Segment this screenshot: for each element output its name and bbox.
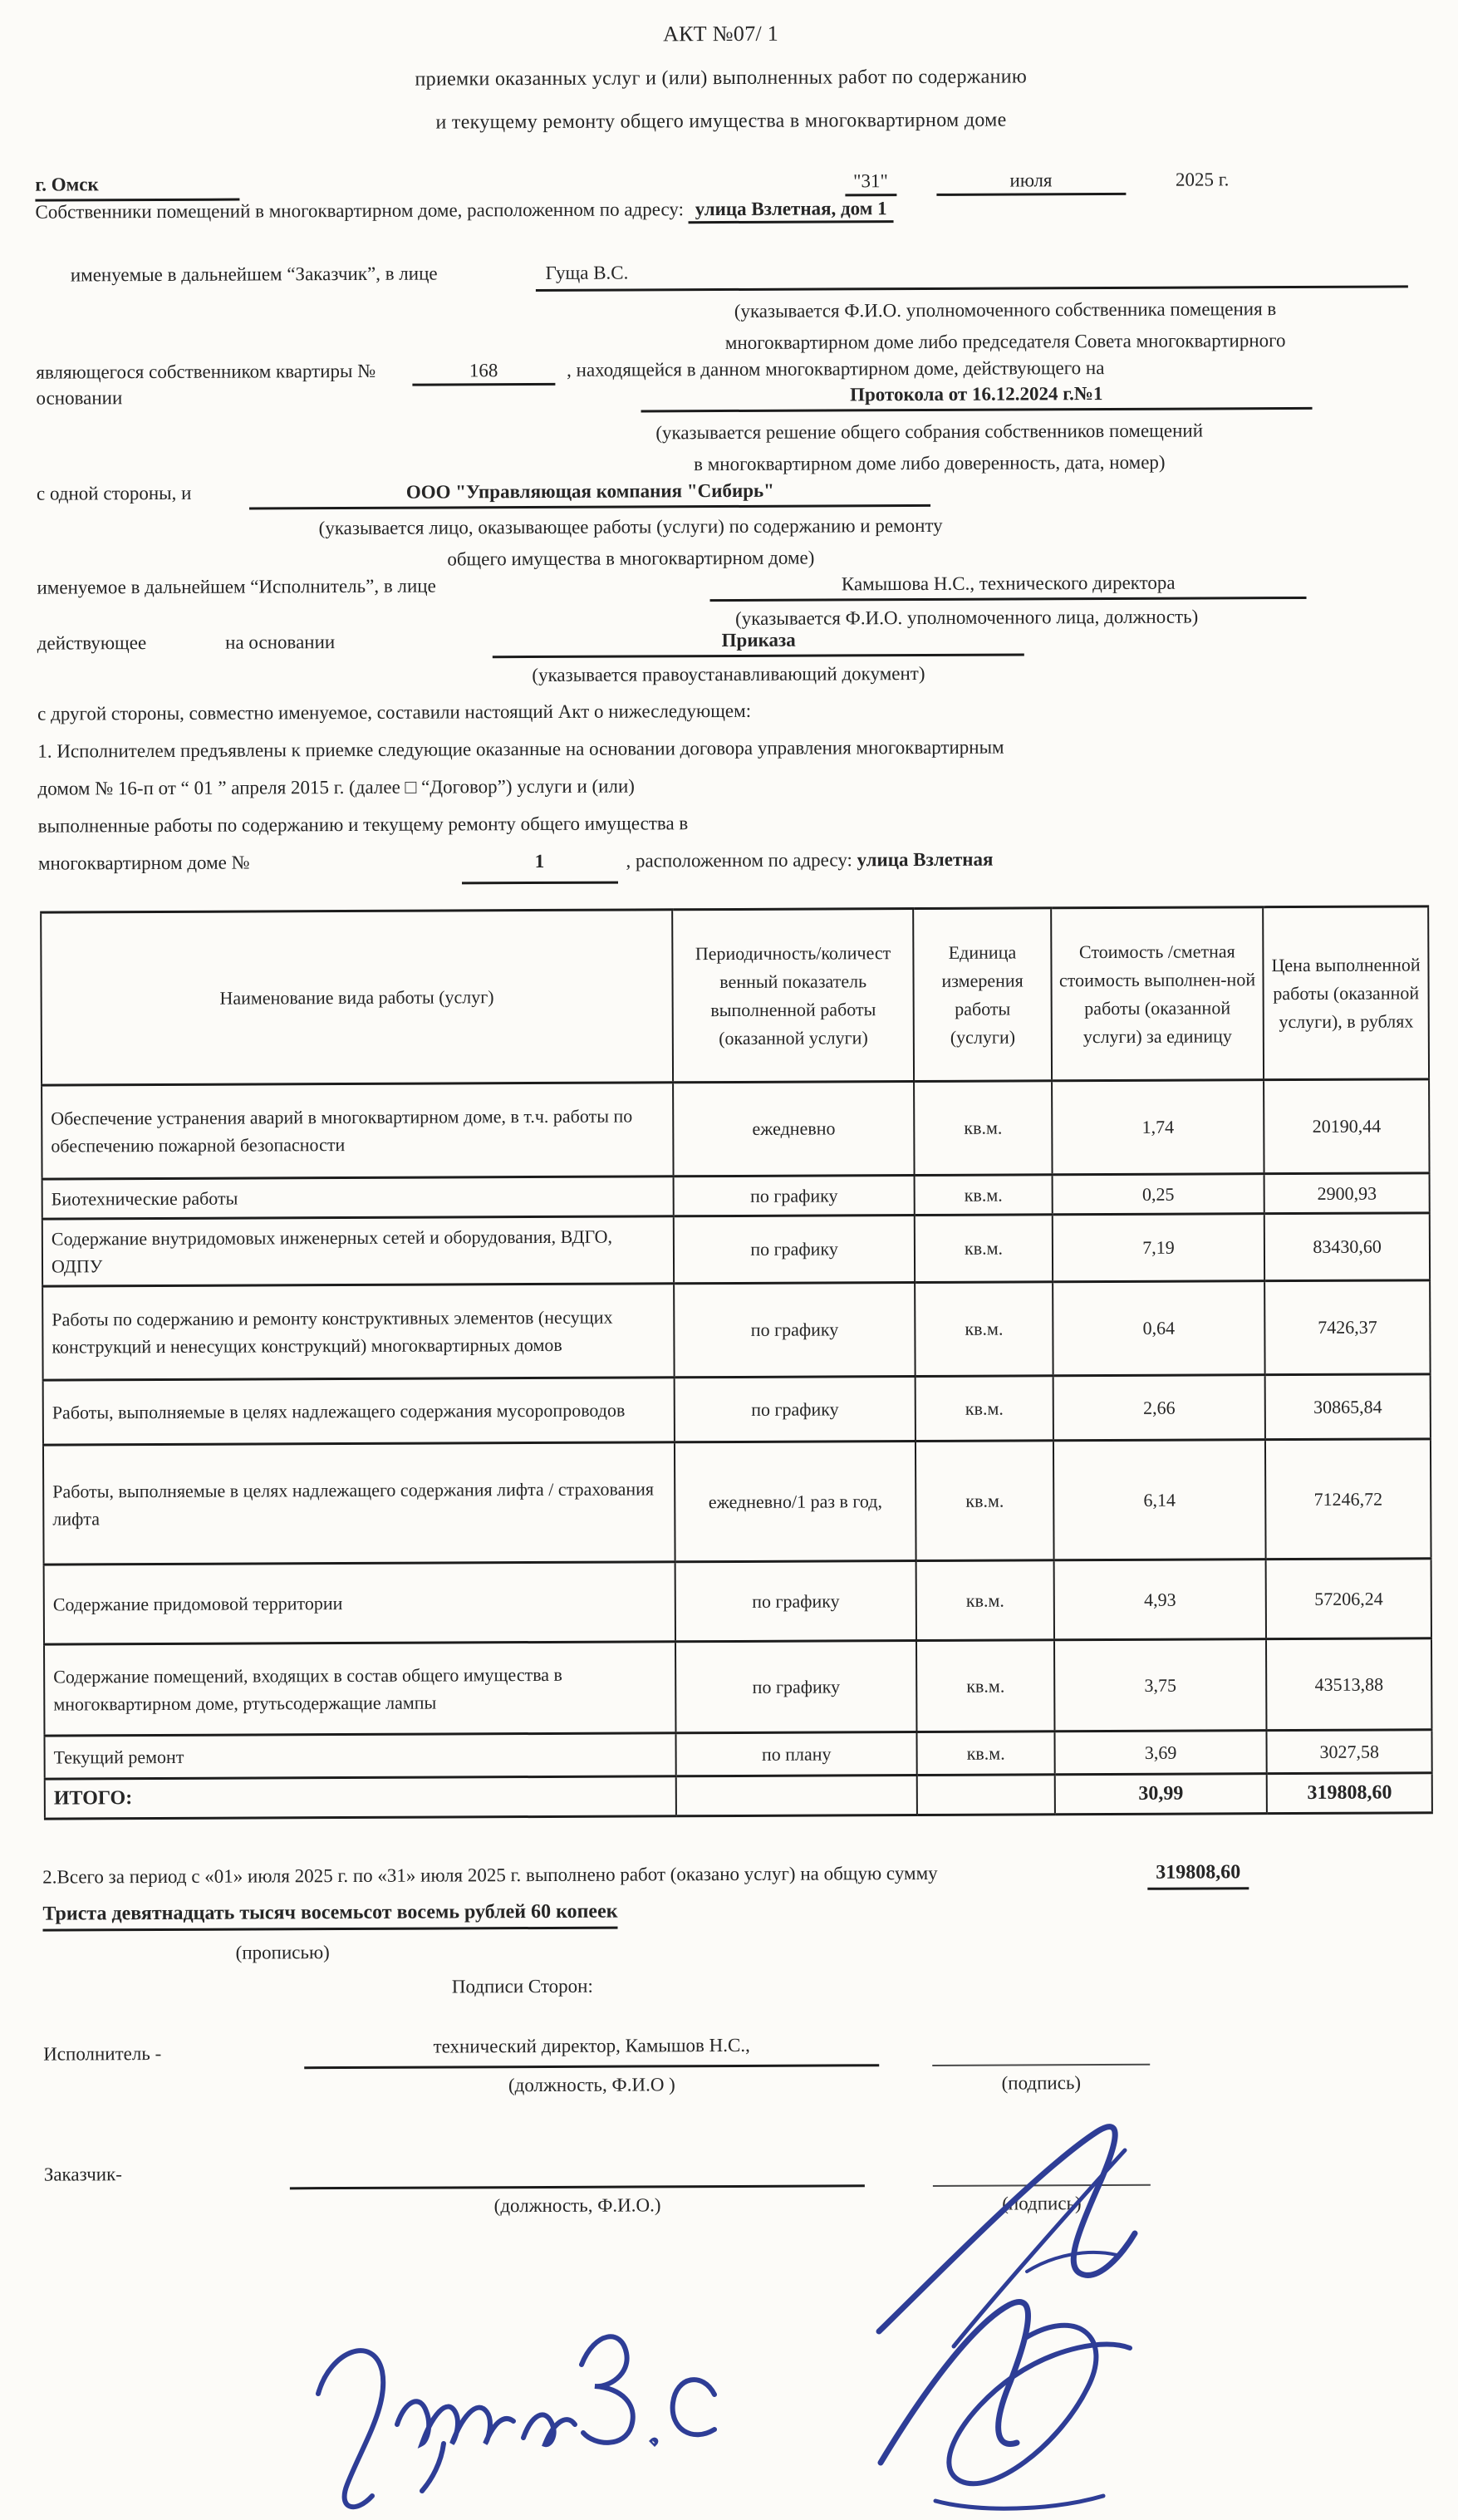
row-name: Содержание придомовой территории bbox=[44, 1562, 675, 1644]
clause1-line-3: выполненные работы по содержанию и текущему ремонту общего имущества в bbox=[37, 813, 689, 837]
signatures-title: Подписи Сторон: bbox=[451, 1975, 593, 1997]
table-row bbox=[42, 1173, 1430, 1219]
row-price: 83430,60 bbox=[1264, 1213, 1430, 1281]
row-price: 20190,44 bbox=[1264, 1079, 1429, 1174]
row-name: Содержание внутридомовых инженерных сетей и оборудования, ВДГО, ОДПУ bbox=[42, 1216, 674, 1286]
customer-sign-line bbox=[290, 2154, 865, 2189]
clause1-line-1: 1. Исполнителем предъявлены к приемке следующие оказанные на основании договора управления многоквартирным bbox=[37, 736, 1004, 762]
row-price: 71246,72 bbox=[1265, 1439, 1431, 1560]
table-row bbox=[44, 1638, 1431, 1736]
customer-hint-1: (указывается Ф.И.О. уполномоченного собственника помещения в bbox=[734, 298, 1277, 322]
row-period: по графику bbox=[674, 1283, 916, 1378]
date-day: "31" bbox=[845, 170, 896, 196]
executor-name-field: Камышова Н.С., технического директора bbox=[710, 572, 1307, 602]
executor-role-label: Исполнитель - bbox=[43, 2042, 162, 2065]
apartment-prefix: являющегося собственником квартиры № bbox=[36, 360, 376, 383]
side1-label: с одной стороны, и bbox=[36, 482, 192, 504]
city-field: г. Омск bbox=[35, 174, 239, 202]
row-name: Обеспечение устранения аварий в многоквартирном доме, в т.ч. работы по обеспечению пожарной безопасности bbox=[42, 1083, 673, 1179]
total-unit-empty bbox=[917, 1775, 1055, 1815]
row-price: 3027,58 bbox=[1267, 1730, 1432, 1774]
total-period-empty bbox=[676, 1776, 918, 1816]
row-unit: кв.м. bbox=[916, 1560, 1054, 1641]
customer-signature-row bbox=[44, 2152, 1416, 2218]
basis-hints bbox=[589, 415, 1270, 481]
table-row bbox=[43, 1374, 1431, 1445]
acting-line bbox=[37, 626, 1410, 660]
row-period: по графику bbox=[675, 1641, 917, 1733]
house-prefix: многоквартирном доме № bbox=[37, 852, 250, 874]
header-period: Периодичность/количест венный показатель выполненной работы (оказанной услуги) bbox=[672, 909, 914, 1083]
row-period: по графику bbox=[674, 1216, 916, 1284]
customer-fio-hint: (должность, Ф.И.О.) bbox=[493, 2194, 661, 2217]
basis-label: основании bbox=[36, 387, 123, 409]
table-row bbox=[44, 1559, 1431, 1644]
executor-sign-block bbox=[304, 2034, 879, 2097]
row-unit: кв.м. bbox=[914, 1081, 1052, 1176]
row-unit: кв.м. bbox=[916, 1282, 1053, 1377]
row-unit: кв.м. bbox=[915, 1175, 1053, 1216]
customer-autograph-line bbox=[933, 2159, 1151, 2187]
date-group bbox=[845, 168, 1407, 196]
house-number-field: 1 bbox=[461, 842, 617, 885]
row-rate: 3,75 bbox=[1054, 1639, 1267, 1732]
address-field: улица Взлетная, дом 1 bbox=[689, 198, 894, 224]
basis-line bbox=[36, 381, 1408, 415]
side1-line bbox=[37, 477, 1409, 510]
executor-autograph-block bbox=[932, 2039, 1150, 2095]
row-period: по графику bbox=[675, 1561, 916, 1642]
header-price: Цена выполненной работы (оказанной услуги), в рублях bbox=[1263, 906, 1429, 1080]
title-subtitle-2: и текущему ремонту общего имущества в многоквартирном доме bbox=[435, 109, 1007, 134]
basis-hint-2: в многоквартирном доме либо доверенность, дата, номер) bbox=[694, 451, 1166, 475]
customer-row bbox=[36, 258, 1408, 293]
row-name: Работы по содержанию и ремонту конструктивных элементов (несущих конструкций и ненесущих конструкций) многоквартирных домов bbox=[42, 1284, 674, 1380]
row-rate: 1,74 bbox=[1052, 1080, 1264, 1175]
row-period: по графику bbox=[674, 1377, 916, 1442]
executor-signature-row bbox=[43, 2031, 1416, 2098]
table-row bbox=[42, 1280, 1430, 1380]
row-period: по плану bbox=[675, 1732, 917, 1776]
table-row bbox=[42, 1079, 1429, 1179]
row-name: Биотехнические работы bbox=[42, 1176, 674, 1219]
company-hints bbox=[190, 509, 1071, 577]
amount-words: Триста девятнадцать тысяч восемьсот восемь рублей 60 копеек bbox=[42, 1901, 617, 1932]
customer-label: именуемые в дальнейшем “Заказчик”, в лице bbox=[70, 263, 438, 286]
table-header-row bbox=[41, 906, 1429, 1085]
row-price: 7426,37 bbox=[1264, 1280, 1430, 1375]
row-unit: кв.м. bbox=[915, 1215, 1053, 1283]
date-month: июля bbox=[936, 169, 1126, 196]
owners-prefix: Собственники помещений в многоквартирном доме, расположенном по адресу: bbox=[35, 199, 685, 223]
table-row bbox=[43, 1439, 1431, 1565]
street-name: улица Взлетная bbox=[857, 848, 994, 871]
total-rate: 30,99 bbox=[1054, 1774, 1267, 1815]
basis-value-field: Протокола от 16.12.2024 г.№1 bbox=[641, 382, 1312, 413]
row-period: ежедневно bbox=[673, 1082, 915, 1176]
company-hint-1: (указывается лицо, оказывающее работы (услуги) по содержанию и ремонту bbox=[318, 514, 943, 539]
apartment-number-field: 168 bbox=[412, 360, 555, 386]
row-rate: 7,19 bbox=[1053, 1214, 1265, 1282]
apartment-suffix: , находящейся в данном многоквартирном доме, действующего на bbox=[567, 357, 1105, 381]
row-price: 2900,93 bbox=[1264, 1173, 1430, 1214]
row-rate: 0,25 bbox=[1052, 1174, 1264, 1215]
table-row bbox=[44, 1730, 1431, 1779]
document-title-block bbox=[35, 18, 1408, 135]
header-name: Наименование вида работы (услуг) bbox=[41, 910, 673, 1085]
row-unit: кв.м. bbox=[917, 1732, 1055, 1776]
customer-sign-block bbox=[290, 2154, 865, 2218]
side2-line: с другой стороны, совместно именуемое, составили настоящий Акт о нижеследующем: bbox=[37, 700, 752, 725]
row-unit: кв.м. bbox=[916, 1441, 1053, 1561]
acting-hint: (указывается правоустанавливающий документ) bbox=[532, 662, 925, 686]
row-name: Текущий ремонт bbox=[44, 1733, 675, 1779]
title-subtitle-1: приемки оказанных услуг и (или) выполненных работ по содержанию bbox=[415, 66, 1028, 91]
customer-autograph-block bbox=[933, 2159, 1151, 2215]
act-number-title: АКТ №07/ 1 bbox=[662, 21, 779, 47]
acting-value-field: Приказа bbox=[493, 628, 1024, 658]
row-name: Работы, выполняемые в целях надлежащего содержания мусоропроводов bbox=[43, 1378, 675, 1445]
row-price: 57206,24 bbox=[1266, 1559, 1431, 1639]
row-price: 43513,88 bbox=[1266, 1638, 1431, 1731]
row-period: по графику bbox=[673, 1176, 915, 1216]
executor-fio-hint: (должность, Ф.И.О ) bbox=[508, 2074, 675, 2096]
clause2-amount: 319808,60 bbox=[1147, 1861, 1249, 1890]
row-unit: кв.м. bbox=[916, 1640, 1054, 1732]
row-name: Работы, выполняемые в целях надлежащего содержания лифта / страхования лифта bbox=[43, 1442, 675, 1565]
clause1-paragraph bbox=[37, 689, 1411, 886]
acting-label-2: на основании bbox=[225, 631, 336, 653]
executor-hint: (указывается Ф.И.О. уполномоченного лица, должность) bbox=[734, 606, 1199, 629]
row-name: Содержание помещений, входящих в состав общего имущества в многоквартирном доме, ртутьсодержащие лампы bbox=[44, 1642, 675, 1736]
amount-words-line bbox=[42, 1889, 1415, 1931]
customer-role-label: Заказчик- bbox=[43, 2164, 122, 2185]
acting-label-1: действующее bbox=[37, 632, 147, 654]
clause1-line-2: домом № 16-п от “ 01 ” апреля 2015 г. (далее □ “Договор”) услуги и (или) bbox=[37, 775, 635, 799]
row-rate: 6,14 bbox=[1053, 1440, 1266, 1560]
header-rate: Стоимость /сметная стоимость выполнен-ной работы (оказанной услуги) за единицу bbox=[1051, 907, 1264, 1081]
row-price: 30865,84 bbox=[1265, 1374, 1431, 1440]
total-label: ИТОГО: bbox=[45, 1776, 676, 1819]
house-line bbox=[38, 838, 1411, 886]
words-hint: (прописью) bbox=[235, 1942, 330, 1963]
basis-hint-1: (указывается решение общего собрания собственников помещений bbox=[655, 420, 1204, 444]
total-price: 319808,60 bbox=[1267, 1773, 1432, 1814]
company-hint-2: общего имущества в многоквартирном доме) bbox=[447, 547, 815, 570]
customer-hint-2: многоквартирном доме либо председателя Совета многоквартирного bbox=[724, 330, 1286, 354]
row-period: ежедневно/1 раз в год, bbox=[675, 1442, 916, 1562]
row-rate: 4,93 bbox=[1053, 1560, 1266, 1640]
row-unit: кв.м. bbox=[916, 1376, 1053, 1442]
executor-line bbox=[37, 571, 1409, 604]
table-total-row bbox=[45, 1773, 1432, 1819]
executor-sign-hint: (подпись) bbox=[1001, 2072, 1082, 2094]
executor-label: именуемое в дальнейшем “Исполнитель”, в лице bbox=[37, 575, 436, 598]
executor-autograph-line bbox=[932, 2039, 1150, 2066]
services-table bbox=[40, 905, 1433, 1820]
clause2-line bbox=[42, 1860, 1415, 1894]
header-unit: Единица измерения работы (услуги) bbox=[914, 908, 1052, 1082]
table-row bbox=[42, 1213, 1430, 1286]
company-name-field: ООО "Управляющая компания "Сибирь" bbox=[249, 479, 930, 510]
date-year: 2025 г. bbox=[1175, 169, 1230, 190]
house-suffix: , расположенном по адресу: bbox=[626, 849, 852, 872]
customer-name-field: Гуща В.С. bbox=[536, 258, 1408, 292]
clause2-text: 2.Всего за период с «01» июля 2025 г. по «31» июля 2025 г. выполнено работ (оказано услуг) на общую сумму bbox=[42, 1862, 938, 1888]
customer-hints bbox=[640, 293, 1371, 360]
executor-sign-name: технический директор, Камышов Н.С., bbox=[304, 2034, 879, 2069]
row-rate: 0,64 bbox=[1053, 1281, 1265, 1376]
row-rate: 3,69 bbox=[1054, 1731, 1267, 1775]
row-rate: 2,66 bbox=[1053, 1375, 1265, 1441]
customer-sign-hint: (подпись) bbox=[1002, 2193, 1082, 2214]
